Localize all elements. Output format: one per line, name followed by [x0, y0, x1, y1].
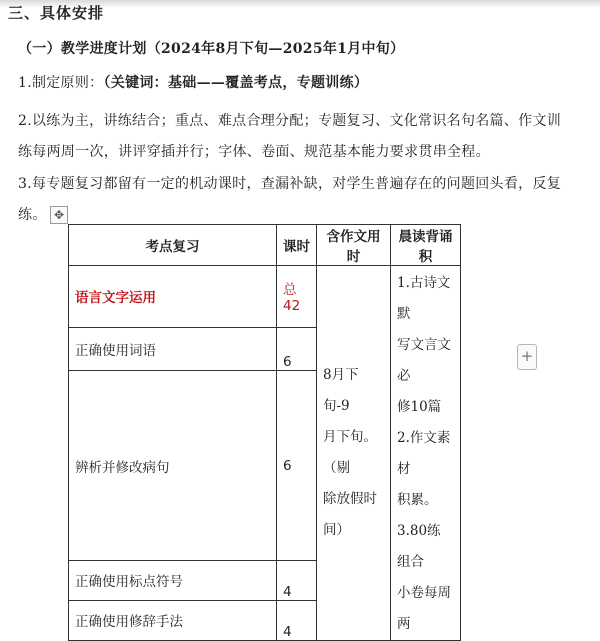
- writing-time-line: 除放假时间）: [323, 491, 377, 538]
- reading-line: 1.古诗文默: [397, 275, 451, 322]
- paragraph-3-line-1: 3.每专题复习都留有一定的机动课时，查漏补缺，对学生普遍存在的问题回头看，反复: [18, 176, 562, 192]
- principle-prefix: 1.制定原则：: [18, 75, 104, 91]
- paragraph-3-line-2: 练。: [18, 207, 47, 223]
- hours-cell: 6: [277, 327, 317, 371]
- writing-time-cell: [317, 266, 391, 641]
- reading-line: 3.80练组合: [397, 523, 441, 570]
- hours-cell: 4: [277, 600, 317, 640]
- reading-cell: [391, 266, 461, 641]
- writing-time-line: 8月下旬-9: [323, 367, 359, 414]
- table-header-row: [69, 225, 461, 266]
- plus-icon[interactable]: +: [517, 344, 537, 370]
- topic-cell: 辨析并修改病句: [69, 371, 277, 560]
- topic-cell: 正确使用词语: [69, 327, 277, 371]
- header-topic: 考点复习: [69, 225, 277, 266]
- writing-time-line: 月下旬。（剔: [323, 429, 377, 476]
- header-hours: 课时: [277, 225, 317, 266]
- schedule-table: [68, 224, 461, 641]
- topic-cell: 正确使用修辞手法: [69, 600, 277, 640]
- hours-cell: 6: [277, 371, 317, 560]
- hours-cell: 总42: [277, 266, 317, 328]
- topic-cell: 语言文字运用: [69, 266, 277, 328]
- reading-line: 2.作文素材: [397, 430, 451, 477]
- principle-keywords: （关键词：基础——覆盖考点，专题训练）: [103, 75, 369, 91]
- reading-line: 小卷每周两: [397, 585, 451, 632]
- reading-line: 修10篇: [397, 399, 442, 415]
- header-reading: 晨读背诵积: [391, 225, 461, 266]
- paragraph-2-line-2: 练每两周一次，讲评穿插并行；字体、卷面、规范基本能力要求贯串全程。: [18, 144, 490, 160]
- hours-cell: 4: [277, 560, 317, 600]
- section-heading: 三、具体安排: [8, 4, 105, 22]
- paragraph-2-line-1: 2.以练为主，讲练结合；重点、难点合理分配；专题复习、文化常识名句名篇、作文训: [18, 113, 562, 129]
- plan-title: （一）教学进度计划（2024年8月下旬—2025年1月中旬）: [18, 41, 405, 57]
- move-arrows-icon[interactable]: ✥: [50, 206, 68, 224]
- reading-line: 积累。: [397, 492, 438, 508]
- reading-line: 写文言文必: [397, 337, 451, 384]
- principle-line: [18, 72, 368, 92]
- table-row: [69, 266, 461, 328]
- header-writing-time: 含作文用时: [317, 225, 391, 266]
- topic-cell: 正确使用标点符号: [69, 560, 277, 600]
